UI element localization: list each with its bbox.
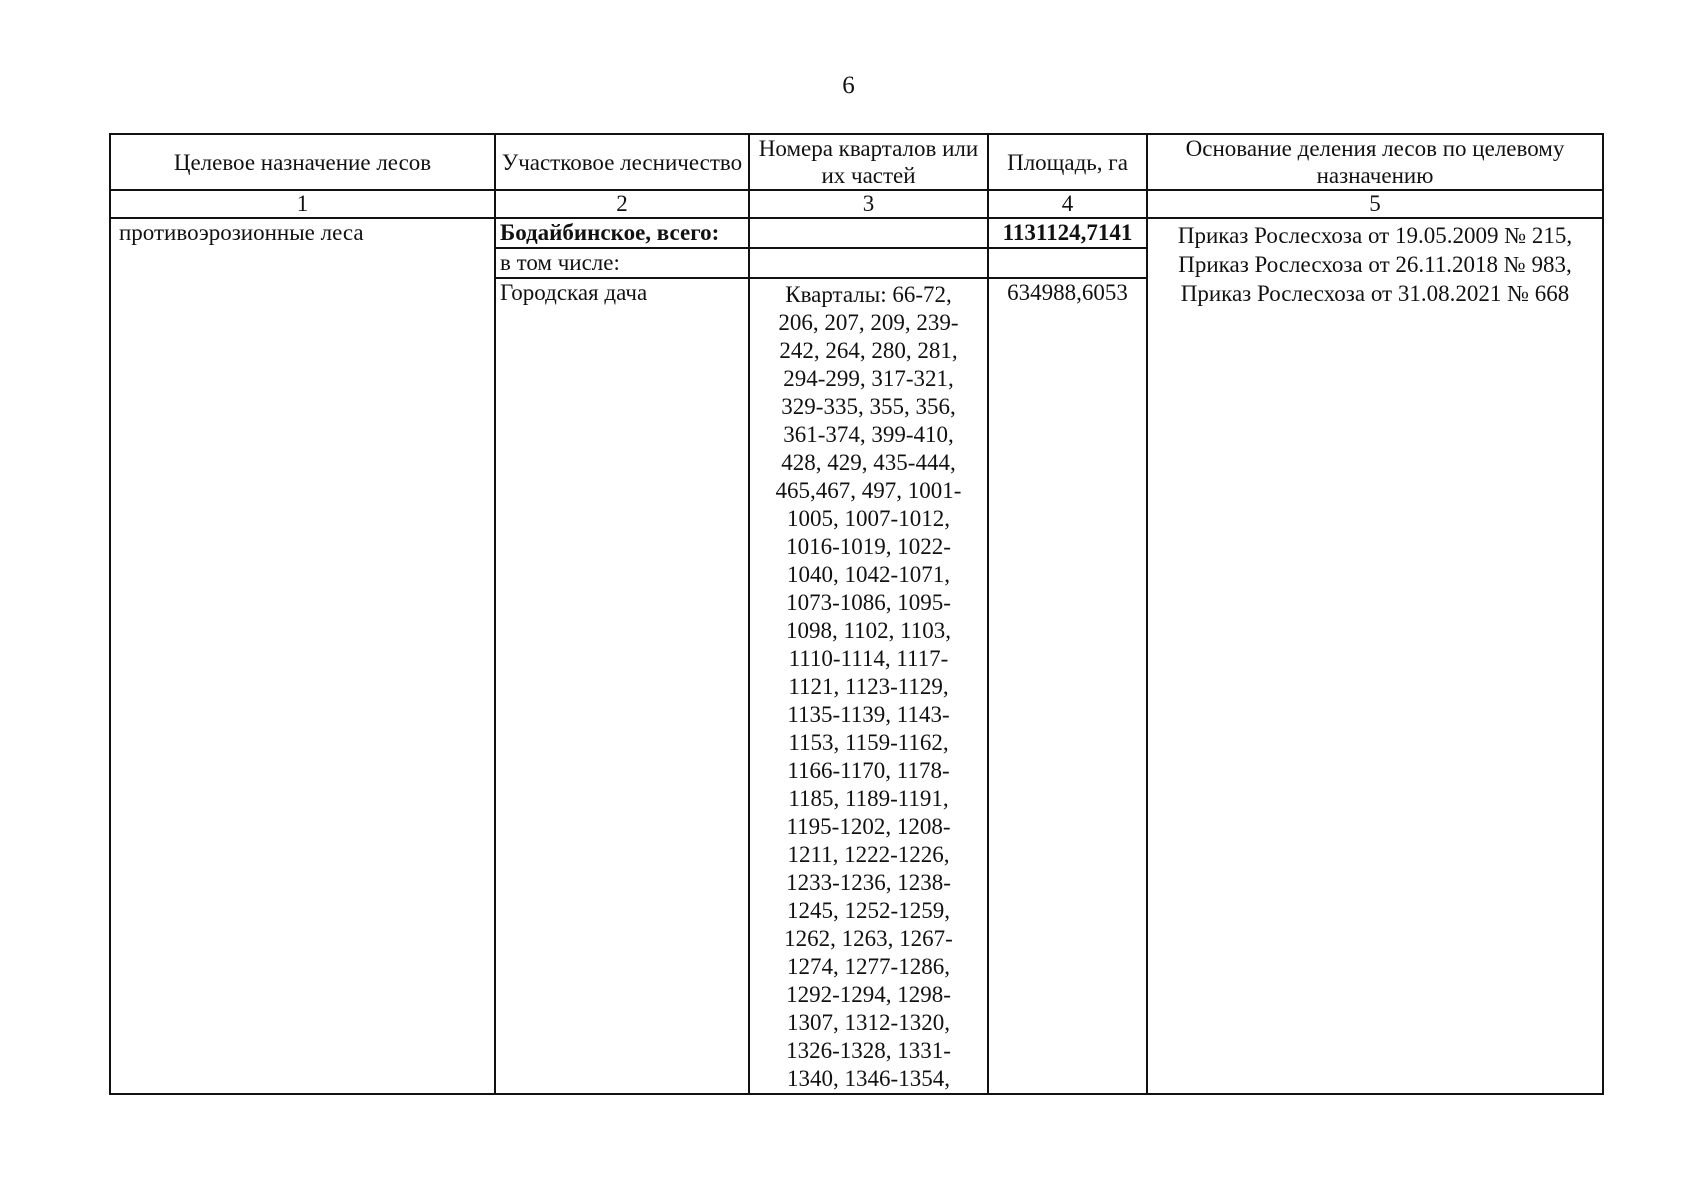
quarters-line: 361-374, 399-410, (783, 422, 954, 447)
total-row (110, 218, 1603, 248)
quarters-line: 1292-1294, 1298- (786, 982, 951, 1007)
quarters-list-cell (749, 278, 988, 1094)
basis-order: Приказ Рослесхоза от 26.11.2018 № 983, (1178, 252, 1572, 277)
forest-purpose-table (109, 133, 1604, 1095)
quarters-line: 1233-1236, 1238- (786, 870, 951, 895)
forest-purpose-cell: противоэрозионные леса (110, 218, 495, 1094)
detail-forestry-cell: Городская дача (495, 278, 749, 1094)
column-number: 5 (1147, 190, 1603, 218)
header-row (110, 134, 1603, 190)
including-label: в том числе: (495, 248, 749, 278)
header-forestry: Участковое лесничество (495, 134, 749, 190)
quarters-line: 1195-1202, 1208- (786, 814, 951, 839)
quarters-line: 1274, 1277-1286, (787, 954, 950, 979)
quarters-line: 1185, 1189-1191, (788, 786, 949, 811)
quarters-line: 1262, 1263, 1267- (784, 926, 953, 951)
total-forestry-cell: Бодайбинское, всего: (495, 218, 749, 248)
quarters-line: 1110-1114, 1117- (788, 646, 949, 671)
quarters-line: 242, 264, 280, 281, (779, 338, 958, 363)
including-area-cell (988, 248, 1147, 278)
quarters-line: 1307, 1312-1320, (787, 1010, 950, 1035)
header-purpose: Целевое назначение лесов (110, 134, 495, 190)
quarters-line: 1166-1170, 1178- (787, 758, 950, 783)
header-quarters: Номера кварталов или их частей (749, 134, 988, 190)
quarters-line: 1326-1328, 1331- (786, 1038, 951, 1063)
column-number: 3 (749, 190, 988, 218)
total-quarters-cell (749, 218, 988, 248)
quarters-line: Кварталы: 66-72, (785, 282, 952, 307)
quarters-line: 1073-1086, 1095- (786, 590, 951, 615)
quarters-line: 1005, 1007-1012, (787, 506, 950, 531)
total-area-cell: 1131124,7141 (988, 218, 1147, 248)
quarters-line: 428, 429, 435-444, (781, 450, 956, 475)
quarters-line: 1016-1019, 1022- (786, 534, 951, 559)
quarters-line: 294-299, 317-321, (783, 366, 954, 391)
quarters-line: 1135-1139, 1143- (787, 702, 950, 727)
basis-order: Приказ Рослесхоза от 31.08.2021 № 668 (1180, 281, 1570, 306)
quarters-line: 1211, 1222-1226, (787, 842, 950, 867)
quarters-line: 1153, 1159-1162, (788, 730, 949, 755)
header-basis: Основание деления лесов по целевому назначению (1147, 134, 1603, 190)
quarters-line: 1340, 1346-1354, (787, 1066, 950, 1091)
quarters-line: 206, 207, 209, 239- (778, 310, 959, 335)
column-number-row (110, 190, 1603, 218)
quarters-line: 1121, 1123-1129, (788, 674, 949, 699)
column-number: 1 (110, 190, 495, 218)
quarters-line: 1040, 1042-1071, (787, 562, 950, 587)
basis-cell (1147, 218, 1603, 1094)
detail-area-cell: 634988,6053 (988, 278, 1147, 1094)
quarters-line: 1245, 1252-1259, (787, 898, 950, 923)
quarters-line: 1098, 1102, 1103, (785, 618, 952, 643)
column-number: 4 (988, 190, 1147, 218)
quarters-line: 329-335, 355, 356, (781, 394, 956, 419)
quarters-line: 465,467, 497, 1001- (775, 478, 962, 503)
column-number: 2 (495, 190, 749, 218)
basis-order: Приказ Рослесхоза от 19.05.2009 № 215, (1177, 223, 1573, 248)
page-number: 6 (842, 72, 855, 99)
header-area: Площадь, га (988, 134, 1147, 190)
including-quarters-cell (749, 248, 988, 278)
